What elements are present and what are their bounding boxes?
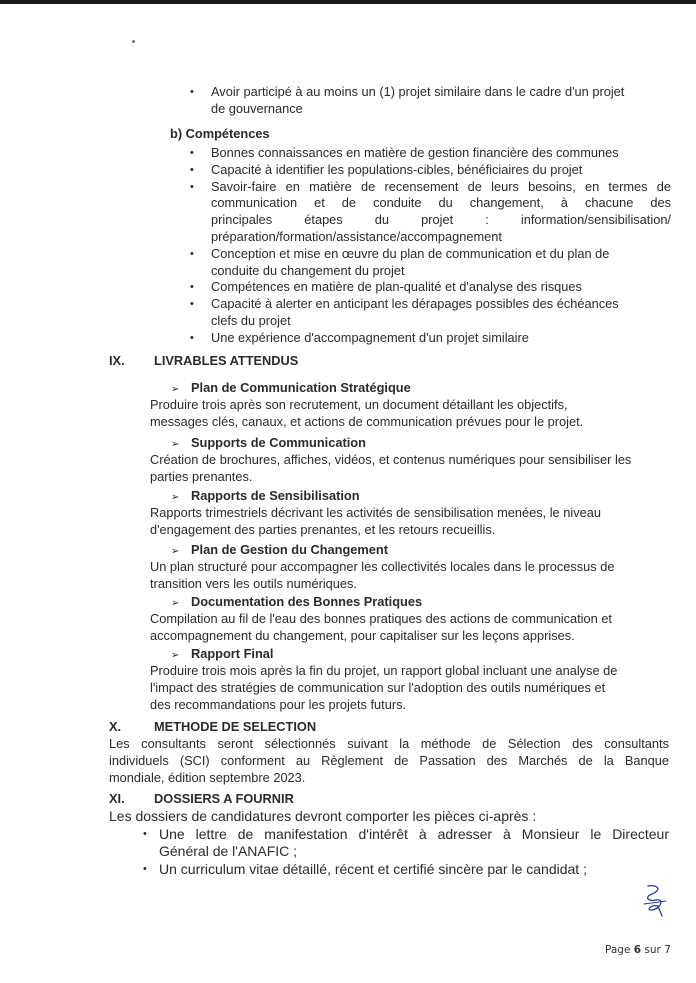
competence-line: Capacité à alerter en anticipant les dérapages possibles des échéances xyxy=(211,296,619,312)
competence-line: Conception et mise en œuvre du plan de communication et du plan de xyxy=(211,245,610,261)
deliverable-title xyxy=(171,488,360,506)
deliverable-line: Rapports trimestriels décrivant les activités de sensibilisation menées, le niveau xyxy=(150,505,601,520)
competence-line: conduite du changement du projet xyxy=(211,262,405,278)
competence-item xyxy=(190,296,671,330)
page-label: Page xyxy=(605,944,631,956)
deliverable-line: Création de brochures, affiches, vidéos, et contenus numériques pour sensibiliser les xyxy=(150,452,632,467)
experience-line-1: Avoir participé à au moins un (1) projet similaire dans le cadre d'un projet xyxy=(211,84,625,99)
bullet-dot: • xyxy=(190,298,194,311)
deliverable-line: accompagnement du changement, pour capitaliser sur les leçons apprises. xyxy=(150,627,575,643)
bullet-dot: • xyxy=(190,331,194,344)
competence-line: principales étapes du projet : information/sensibilisation/ xyxy=(211,212,671,228)
bullet-dot: • xyxy=(190,147,194,159)
dossier-line: Un curriculum vitae détaillé, récent et certifié sincère par le candidat ; xyxy=(159,860,587,877)
section-x-heading xyxy=(109,719,316,735)
competence-item xyxy=(190,145,671,162)
deliverable-line: transition vers les outils numériques. xyxy=(150,575,357,591)
dossier-line: Général de l'ANAFIC ; xyxy=(159,843,298,860)
competence-item xyxy=(190,178,671,246)
bullet-dot: • xyxy=(190,163,194,176)
deliverable-title-text: Documentation des Bonnes Pratiques xyxy=(191,594,423,609)
deliverable-title xyxy=(171,594,422,612)
section-ix-number: IX. xyxy=(109,353,125,368)
competence-line: Bonnes connaissances en matière de gestion financière des communes xyxy=(211,145,619,160)
competence-item xyxy=(190,245,671,280)
deliverable-line: l'impact des stratégies de communication sur l'adoption des outils numériques et xyxy=(150,679,606,695)
experience-line-2: de gouvernance xyxy=(211,100,303,116)
deliverable-description xyxy=(150,505,670,539)
section-xi-intro: Les dossiers de candidatures devront comporter les pièces ci-après : xyxy=(109,808,537,824)
deliverable-title-text: Plan de Gestion du Changement xyxy=(191,542,388,557)
arrow-bullet-icon: ➢ xyxy=(171,384,180,395)
arrow-bullet-icon: ➢ xyxy=(171,546,180,557)
page-current: 6 xyxy=(633,944,642,956)
deliverable-description xyxy=(150,397,670,431)
section-x-title: METHODE DE SELECTION xyxy=(154,719,317,734)
competence-line: clefs du projet xyxy=(211,312,291,328)
scan-speck xyxy=(132,40,135,43)
dossier-item xyxy=(109,826,669,861)
deliverable-line: des recommandations pour les projets futurs. xyxy=(150,696,407,712)
section-x-line: individuels (SCI) conforment au Règlement de Passation des Marchés de la Banque xyxy=(109,752,669,768)
competences-list xyxy=(190,145,671,347)
section-x-number: X. xyxy=(109,719,122,734)
deliverable-line: d'engagement des parties prenantes, et les retours recueillis. xyxy=(150,521,496,537)
section-xi-title: DOSSIERS A FOURNIR xyxy=(154,791,294,806)
section-x-line: Les consultants seront sélectionnés suivant la méthode de Sélection des consultants xyxy=(109,736,669,751)
bullet-dot: • xyxy=(143,862,147,875)
deliverable-line: messages clés, canaux, et actions de communication prévues pour le projet. xyxy=(150,413,584,429)
competences-heading: b) Compétences xyxy=(170,126,270,141)
arrow-bullet-icon: ➢ xyxy=(171,439,180,450)
deliverable-title-text: Supports de Communication xyxy=(191,435,366,450)
deliverable-line: Produire trois mois après la fin du projet, un rapport global incluant une analyse de xyxy=(150,663,618,678)
section-ix-heading xyxy=(109,353,298,369)
arrow-bullet-icon: ➢ xyxy=(171,650,180,661)
section-xi-number: XI. xyxy=(109,791,125,806)
deliverable-title-text: Rapports de Sensibilisation xyxy=(191,488,360,503)
deliverable-title xyxy=(171,646,273,664)
competence-line: communication et de conduite du changement, à chacune des xyxy=(211,195,671,211)
deliverable-description xyxy=(150,611,670,645)
deliverable-line: Produire trois après son recrutement, un document détaillant les objectifs, xyxy=(150,397,568,412)
competence-line: Savoir-faire en matière de recensement de leurs besoins, en termes de xyxy=(211,178,671,194)
deliverable-title xyxy=(171,542,388,560)
competence-line: Compétences en matière de plan-qualité et d'analyse des risques xyxy=(211,279,582,295)
arrow-bullet-icon: ➢ xyxy=(171,492,180,503)
competence-line: Capacité à identifier les populations-cibles, bénéficiaires du projet xyxy=(211,161,583,177)
competence-item xyxy=(190,161,671,179)
bullet-dot: • xyxy=(190,180,194,193)
competence-item xyxy=(190,329,671,347)
deliverable-line: Un plan structuré pour accompagner les collectivités locales dans le processus de xyxy=(150,559,615,574)
deliverable-description xyxy=(150,452,670,486)
deliverable-title xyxy=(171,380,411,398)
deliverable-description xyxy=(150,559,670,593)
scan-top-edge xyxy=(0,0,696,4)
deliverable-line: Compilation au fil de l'eau des bonnes pratiques des actions de communication et xyxy=(150,611,612,626)
handwritten-signature xyxy=(640,882,670,920)
section-x-body xyxy=(109,736,669,786)
bullet-dot: • xyxy=(190,247,194,260)
dossier-item xyxy=(109,861,669,879)
competence-item xyxy=(190,279,671,296)
arrow-bullet-icon: ➢ xyxy=(171,598,180,609)
bullet-dot: • xyxy=(190,281,194,294)
competence-line: Une expérience d'accompagnement d'un projet similaire xyxy=(211,329,529,345)
deliverable-title xyxy=(171,435,366,453)
page-total: sur 7 xyxy=(644,944,671,956)
dossier-line: Une lettre de manifestation d'intérêt à adresser à Monsieur le Directeur xyxy=(159,825,669,842)
deliverable-line: parties prenantes. xyxy=(150,468,253,484)
experience-bullet xyxy=(190,84,673,118)
section-ix-title: LIVRABLES ATTENDUS xyxy=(154,353,299,368)
bullet-dot: • xyxy=(143,827,147,840)
section-xi-heading xyxy=(109,791,294,807)
bullet-dot: • xyxy=(190,86,194,98)
deliverable-title-text: Plan de Communication Stratégique xyxy=(191,380,411,395)
page-number xyxy=(605,944,671,956)
section-xi-body xyxy=(109,808,669,878)
section-x-line: mondiale, édition septembre 2023. xyxy=(109,769,306,785)
deliverable-title-text: Rapport Final xyxy=(191,646,274,661)
deliverable-description xyxy=(150,663,670,713)
competence-line: préparation/formation/assistance/accompagnement xyxy=(211,228,502,244)
